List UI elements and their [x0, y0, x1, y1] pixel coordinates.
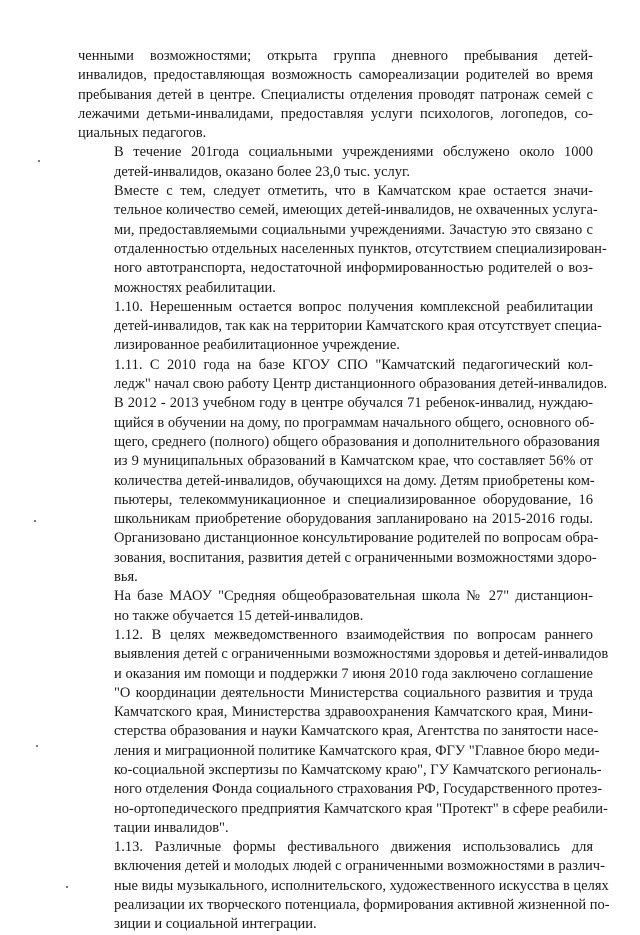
- text-line: ледж" начал свою работу Центр дистанционного образования детей-инвалидов.: [114, 376, 608, 393]
- text-line: Камчатского края, Министерства здравоохранения Камчатского края, Мини-: [114, 704, 593, 721]
- text-line: "О координации деятельности Министерства социального развития и труда: [114, 684, 593, 701]
- text-line: Организовано дистанционное консультирование родителей по вопросам обра-: [114, 530, 599, 547]
- text-line: щего, среднего (полного) общего образования и дополнительного образования: [114, 433, 600, 450]
- text-line: ные виды музыкального, исполнительского, художественного искусства в целях: [114, 877, 609, 894]
- text-line: ного автотранспорта, недостаточной информированностью родителей о воз-: [114, 260, 593, 277]
- paragraph: [78, 298, 602, 356]
- text-line: Вместе с тем, следует отметить, что в Камчатском крае остается значи-: [114, 183, 593, 200]
- text-line: но также обучается 15 детей-инвалидов.: [114, 607, 364, 624]
- text-line: 1.11. С 2010 года на базе КГОУ СПО "Камчатский педагогический кол-: [114, 356, 593, 373]
- text-line: стерства образования и науки Камчатского края, Агентства по занятости насе-: [114, 723, 599, 740]
- paragraph: [78, 143, 593, 182]
- paragraph: [78, 626, 609, 838]
- text-line: выявления детей с ограниченными возможностями здоровья и детей-инвалидов: [114, 646, 609, 663]
- text-line: 1.13. Различные формы фестивального движения использовались для: [114, 839, 593, 856]
- text-line: инвалидов, предоставляющая возможность самореализации родителей во время: [78, 67, 593, 84]
- paragraph: [78, 182, 607, 298]
- text-line: лежачими детьми-инвалидами, предоставляя услуги психологов, логопедов, со-: [78, 105, 593, 122]
- text-line: пребывания детей в центре. Специалисты отделения проводят патронаж семей с: [78, 86, 593, 103]
- text-line: школьникам приобретение оборудования запланировано на 2015-2016 годы.: [114, 511, 593, 528]
- text-line: ми, предоставляемыми социальными учреждениями. Зачастую это связано с: [114, 221, 593, 238]
- text-line: тельное количество семей, имеющих детей-инвалидов, не охваченных услуга-: [114, 202, 598, 219]
- text-line: На базе МАОУ "Средняя общеобразовательная школа № 27" дистанцион-: [114, 588, 593, 605]
- text-line: и оказания им помощи и поддержки 7 июня 2010 года заключено соглашение: [114, 665, 593, 682]
- text-line: зиции и социальной интеграции.: [114, 916, 317, 933]
- text-line: ко-социальной экспертизы по Камчатскому краю", ГУ Камчатского региональ-: [114, 761, 602, 778]
- document-body: [78, 47, 610, 935]
- text-line: пьютеры, телекоммуникационное и специализированное оборудование, 16: [114, 491, 593, 508]
- text-line: щийся в обучении на дому, по программам начального общего, основного об-: [114, 414, 595, 431]
- text-line: В 2012 - 2013 учебном году в центре обучался 71 ребенок-инвалид, нуждаю-: [114, 395, 593, 412]
- text-line: ченными возможностями; открыта группа дневного пребывания детей-: [78, 48, 593, 64]
- text-line: количества детей-инвалидов, обучающихся на дому. Детям приобретены ком-: [114, 472, 595, 489]
- text-line: ления и миграционной политике Камчатского края, ФГУ "Главное бюро меди-: [114, 742, 600, 759]
- paragraph: [78, 47, 593, 143]
- text-line: 1.10. Нерешенным остается вопрос получения комплексной реабилитации: [114, 298, 593, 315]
- text-line: ного отделения Фонда социального страхования РФ, Государственного протез-: [114, 781, 603, 798]
- text-line: но-ортопедического предприятия Камчатского края "Протект" в сфере реабили-: [114, 800, 608, 817]
- text-line: детей-инвалидов, так как на территории Камчатского края отсутствует специа-: [114, 318, 602, 335]
- paragraph: [78, 356, 608, 588]
- text-line: отдаленностью отдельных населенных пунктов, отсутствием специализирован-: [114, 240, 607, 257]
- scan-speck: [34, 520, 36, 522]
- text-line: включения детей и молодых людей с ограниченными возможностями в различ-: [114, 858, 605, 875]
- text-line: можностях реабилитации.: [114, 279, 276, 296]
- text-line: детей-инвалидов, оказано более 23,0 тыс. услуг.: [114, 163, 410, 180]
- scan-speck: [36, 745, 38, 747]
- text-line: из 9 муниципальных образований в Камчатском крае, что составляет 56% от: [114, 453, 593, 470]
- text-line: 1.12. В целях межведомственного взаимодействия по вопросам раннего: [114, 626, 593, 643]
- text-line: вья.: [114, 569, 138, 586]
- text-line: лизированное реабилитационное учреждение.: [114, 337, 400, 354]
- text-line: В течение 201года социальными учреждениями обслужено около 1000: [114, 144, 593, 161]
- text-line: тации инвалидов".: [114, 819, 229, 836]
- scan-speck: [38, 160, 40, 162]
- text-line: зования, воспитания, развития детей с ограниченными возможностями здоро-: [114, 549, 597, 566]
- scan-speck: [66, 886, 68, 888]
- paragraph: [78, 587, 593, 626]
- text-line: циальных педагогов.: [78, 125, 207, 142]
- paragraph: [78, 838, 610, 934]
- text-line: реализации их творческого потенциала, формирования активной жизненной по-: [114, 897, 610, 914]
